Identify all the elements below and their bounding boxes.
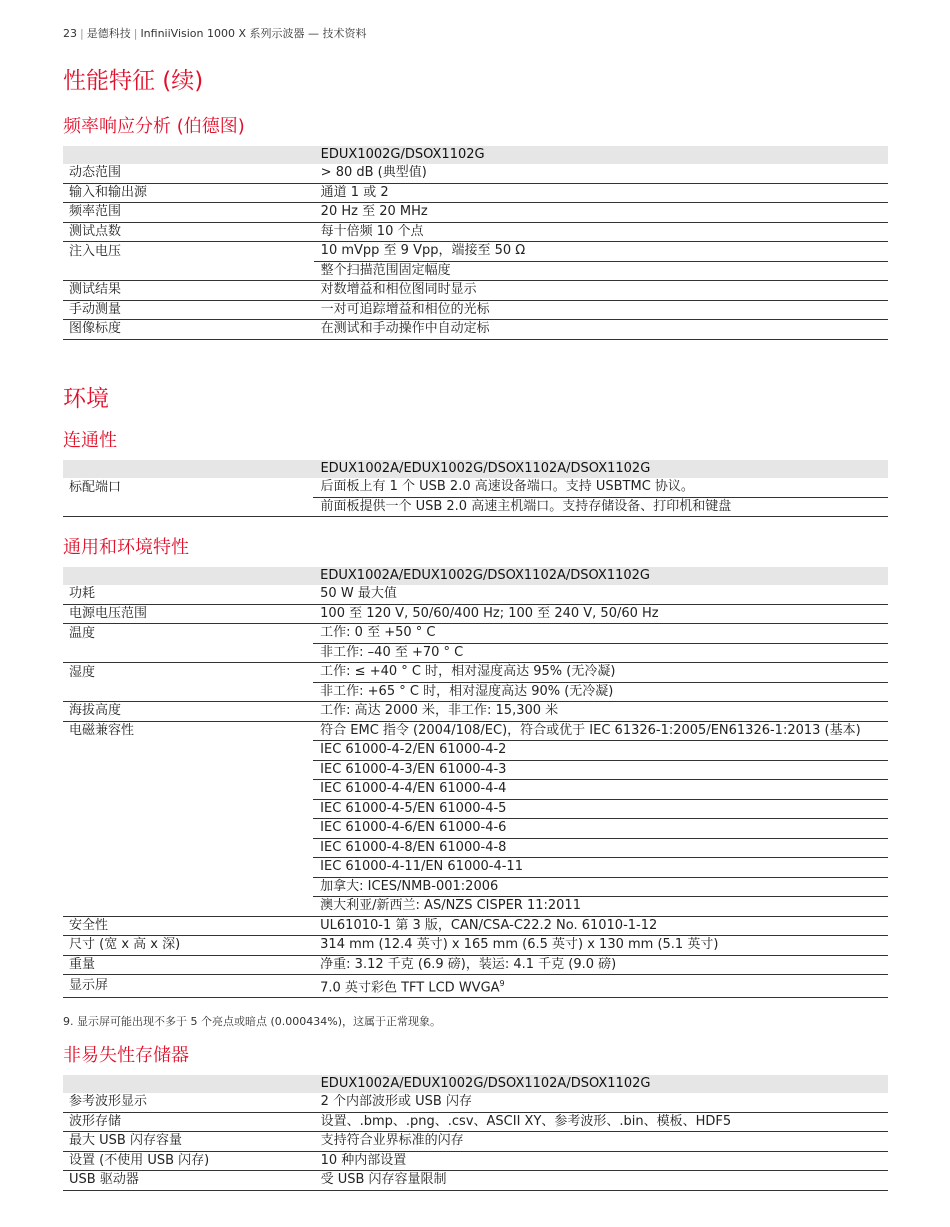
spec-label-continued xyxy=(63,877,313,897)
spec-value xyxy=(313,721,888,741)
spec-value-text: 通道 1 或 2 xyxy=(320,184,389,200)
spec-label: 湿度 xyxy=(69,664,96,680)
spec-value xyxy=(314,183,888,203)
spec-value-text: 后面板上有 1 个 USB 2.0 高速设备端口。支持 USBTMC 协议。 xyxy=(320,479,694,495)
table-row xyxy=(63,643,888,663)
spec-label-continued xyxy=(63,760,313,780)
spec-value-text: 工作: 高达 2000 米，非工作: 15,300 米 xyxy=(320,703,559,719)
spec-value xyxy=(313,916,888,936)
spec-value-text: 设置、.bmp、.png、.csv、ASCII XY、参考波形、.bin、模板、HDF5 xyxy=(320,1113,732,1129)
spec-value-text: 7.0 英寸彩色 TFT LCD WVGA xyxy=(320,980,500,996)
spec-value-text: 支持符合业界标准的闪存 xyxy=(320,1133,464,1149)
subsection-title-storage: 非易失性存储器 xyxy=(63,1045,189,1066)
table-row xyxy=(63,585,888,604)
table-row xyxy=(63,164,888,183)
section-title-performance: 性能特征 (续) xyxy=(63,68,204,94)
spec-value-text: 100 至 120 V, 50/60/400 Hz; 100 至 240 V, 50/60 Hz xyxy=(320,605,659,621)
spec-value xyxy=(314,1112,888,1132)
footnote-display: 9. 显示屏可能出现不多于 5 个亮点或暗点 (0.000434%)，这属于正常现象。 xyxy=(63,1015,441,1028)
spec-label-continued xyxy=(63,682,313,702)
spec-value xyxy=(313,604,888,624)
table-header-row xyxy=(63,460,888,478)
spec-value xyxy=(313,955,888,975)
table-row xyxy=(63,702,888,722)
spec-value xyxy=(314,242,888,262)
table-row xyxy=(63,1151,888,1171)
spec-value-text: UL61010-1 第 3 版，CAN/CSA-C22.2 No. 61010-1-12 xyxy=(320,917,658,933)
spec-label: 电源电压范围 xyxy=(63,604,313,624)
brand-name: 是德科技 xyxy=(86,27,131,40)
spec-value-text: 10 种内部设置 xyxy=(320,1152,407,1168)
spec-value xyxy=(313,702,888,722)
table-row xyxy=(63,624,888,644)
header-empty-cell xyxy=(63,1075,314,1093)
spec-value xyxy=(313,819,888,839)
model-header: EDUX1002A/EDUX1002G/DSOX1102A/DSOX1102G xyxy=(313,460,888,478)
spec-value xyxy=(314,1132,888,1152)
spec-label-continued xyxy=(63,741,313,761)
spec-label: 海拔高度 xyxy=(63,702,313,722)
spec-value xyxy=(313,663,888,683)
spec-value-text: IEC 61000-4-8/EN 61000-4-8 xyxy=(320,839,507,855)
spec-value xyxy=(314,164,888,183)
table-row xyxy=(63,261,888,281)
spec-label: 输入和输出源 xyxy=(63,183,314,203)
spec-label: 最大 USB 闪存容量 xyxy=(63,1132,314,1152)
table-row xyxy=(63,721,888,741)
spec-value-text: 净重: 3.12 千克 (6.9 磅)，装运: 4.1 千克 (9.0 磅) xyxy=(320,956,617,972)
spec-label: 手动测量 xyxy=(63,300,314,320)
spec-label: 参考波形显示 xyxy=(63,1093,314,1112)
table-row xyxy=(63,799,888,819)
subsection-title-bode: 频率响应分析 (伯德图) xyxy=(63,116,245,137)
spec-value-text: 符合 EMC 指令 (2004/108/EC)，符合或优于 IEC 61326-1:2005/EN61326-1:2013 (基本) xyxy=(320,722,861,738)
spec-label-continued xyxy=(63,819,313,839)
table-row xyxy=(63,955,888,975)
header-empty-cell xyxy=(63,146,314,164)
spec-label: 尺寸 (宽 x 高 x 深) xyxy=(63,936,313,956)
spec-value xyxy=(313,799,888,819)
table-row xyxy=(63,497,888,517)
spec-value-text: IEC 61000-4-2/EN 61000-4-2 xyxy=(320,742,507,758)
spec-value-text: 非工作: –40 至 +70 ° C xyxy=(320,644,464,660)
spec-label: 显示屏 xyxy=(63,975,313,998)
spec-value-text: 工作: ≤ +40 ° C 时，相对湿度高达 95% (无冷凝) xyxy=(320,664,616,680)
spec-value-text: 20 Hz 至 20 MHz xyxy=(320,204,428,220)
table-header-row xyxy=(63,1075,888,1093)
spec-label-continued xyxy=(63,858,313,878)
spec-label: USB 驱动器 xyxy=(63,1171,314,1191)
table-row xyxy=(63,478,888,497)
bode-spec-table xyxy=(63,146,888,340)
spec-value xyxy=(313,838,888,858)
spec-label: 测试结果 xyxy=(63,281,314,301)
model-header: EDUX1002A/EDUX1002G/DSOX1102A/DSOX1102G xyxy=(314,1075,888,1093)
spec-value-text: 314 mm (12.4 英寸) x 165 mm (6.5 英寸) x 130 mm (5.1 英寸) xyxy=(320,937,719,953)
table-row xyxy=(63,877,888,897)
spec-label-continued xyxy=(63,261,314,281)
spec-value-text: 非工作: +65 ° C 时，相对湿度高达 90% (无冷凝) xyxy=(320,683,614,699)
header-empty-cell xyxy=(63,567,313,585)
spec-value xyxy=(313,975,888,998)
spec-value xyxy=(313,936,888,956)
spec-label: 设置 (不使用 USB 闪存) xyxy=(63,1151,314,1171)
table-row xyxy=(63,916,888,936)
spec-value xyxy=(314,320,888,340)
spec-value xyxy=(314,222,888,242)
model-header: EDUX1002G/DSOX1102G xyxy=(314,146,888,164)
spec-value xyxy=(313,780,888,800)
header-empty-cell xyxy=(63,460,313,478)
spec-value xyxy=(314,261,888,281)
running-header: 23 | 是德科技 | InfiniiVision 1000 X 系列示波器 — 技术资料 xyxy=(63,27,367,40)
spec-label-continued xyxy=(63,497,313,517)
spec-value-text: 一对可追踪增益和相位的光标 xyxy=(320,301,490,317)
spec-value-text: 整个扫描范围固定幅度 xyxy=(320,262,451,278)
table-row xyxy=(63,838,888,858)
table-row xyxy=(63,1171,888,1191)
spec-value xyxy=(314,1093,888,1112)
table-row xyxy=(63,604,888,624)
spec-value-text: 50 W 最大值 xyxy=(320,586,397,602)
spec-value xyxy=(313,585,888,604)
subsection-title-connectivity: 连通性 xyxy=(63,430,117,451)
spec-label: 重量 xyxy=(63,955,313,975)
table-row xyxy=(63,242,888,262)
table-row xyxy=(63,663,888,683)
table-row xyxy=(63,819,888,839)
spec-label-continued xyxy=(63,838,313,858)
document-title: InfiniiVision 1000 X 系列示波器 — 技术资料 xyxy=(140,27,367,40)
spec-label: 测试点数 xyxy=(63,222,314,242)
table-header-row xyxy=(63,567,888,585)
spec-value xyxy=(314,1151,888,1171)
table-row xyxy=(63,320,888,340)
table-row xyxy=(63,300,888,320)
spec-value-text: > 80 dB (典型值) xyxy=(320,165,427,181)
table-row xyxy=(63,760,888,780)
table-row xyxy=(63,975,888,998)
general-spec-table xyxy=(63,567,888,998)
spec-label: 电磁兼容性 xyxy=(69,723,135,738)
spec-value xyxy=(314,1171,888,1191)
spec-label: 频率范围 xyxy=(63,203,314,223)
spec-label: 安全性 xyxy=(63,916,313,936)
section-title-environment: 环境 xyxy=(63,386,109,412)
spec-value xyxy=(314,281,888,301)
table-row xyxy=(63,741,888,761)
table-row xyxy=(63,1132,888,1152)
spec-value xyxy=(313,624,888,644)
spec-value-text: IEC 61000-4-3/EN 61000-4-3 xyxy=(320,761,507,777)
page-number: 23 xyxy=(63,27,77,40)
table-row xyxy=(63,897,888,917)
spec-value-text: 工作: 0 至 +50 ° C xyxy=(320,625,436,641)
spec-value-text: 在测试和手动操作中自动定标 xyxy=(320,321,490,337)
spec-value xyxy=(314,300,888,320)
spec-value xyxy=(313,478,888,497)
spec-value-text: 2 个内部波形或 USB 闪存 xyxy=(320,1094,472,1110)
spec-value-text: 前面板提供一个 USB 2.0 高速主机端口。支持存储设备、打印机和键盘 xyxy=(320,498,732,514)
spec-value xyxy=(313,858,888,878)
spec-label: 注入电压 xyxy=(69,243,122,259)
spec-label-continued xyxy=(63,780,313,800)
table-row xyxy=(63,183,888,203)
spec-value xyxy=(314,203,888,223)
footnote-reference: 9 xyxy=(499,979,505,988)
table-header-row xyxy=(63,146,888,164)
spec-value xyxy=(313,897,888,917)
spec-value-text: 对数增益和相位图同时显示 xyxy=(320,282,477,298)
model-header: EDUX1002A/EDUX1002G/DSOX1102A/DSOX1102G xyxy=(313,567,888,585)
spec-label: 图像标度 xyxy=(63,320,314,340)
spec-value xyxy=(313,877,888,897)
spec-label-continued xyxy=(63,897,313,917)
subsection-title-general: 通用和环境特性 xyxy=(63,537,189,558)
spec-value-text: IEC 61000-4-5/EN 61000-4-5 xyxy=(320,800,507,816)
spec-label: 温度 xyxy=(69,625,96,641)
spec-value-text: 加拿大: ICES/NMB-001:2006 xyxy=(320,878,499,894)
spec-label: 标配端口 xyxy=(69,479,122,495)
spec-value-text: 每十倍频 10 个点 xyxy=(320,223,424,239)
table-row xyxy=(63,222,888,242)
spec-value-text: 10 mVpp 至 9 Vpp，端接至 50 Ω xyxy=(320,243,526,259)
spec-value-text: IEC 61000-4-6/EN 61000-4-6 xyxy=(320,820,507,836)
table-row xyxy=(63,936,888,956)
spec-label-continued xyxy=(63,799,313,819)
spec-label: 功耗 xyxy=(63,585,313,604)
spec-value xyxy=(313,497,888,517)
table-row xyxy=(63,780,888,800)
spec-value xyxy=(313,760,888,780)
table-row xyxy=(63,1112,888,1132)
connectivity-spec-table xyxy=(63,460,888,517)
spec-value-text: IEC 61000-4-4/EN 61000-4-4 xyxy=(320,781,507,797)
storage-spec-table xyxy=(63,1075,888,1191)
table-row xyxy=(63,682,888,702)
table-row xyxy=(63,858,888,878)
spec-label-continued xyxy=(63,643,313,663)
table-row xyxy=(63,1093,888,1112)
spec-label: 动态范围 xyxy=(63,164,314,183)
spec-value-text: 澳大利亚/新西兰: AS/NZS CISPER 11:2011 xyxy=(320,898,581,914)
table-row xyxy=(63,203,888,223)
spec-value xyxy=(313,643,888,663)
spec-label: 波形存储 xyxy=(63,1112,314,1132)
spec-value-text: 受 USB 闪存容量限制 xyxy=(320,1172,447,1188)
spec-value xyxy=(313,682,888,702)
table-row xyxy=(63,281,888,301)
spec-value-text: IEC 61000-4-11/EN 61000-4-11 xyxy=(320,859,523,875)
spec-value xyxy=(313,741,888,761)
